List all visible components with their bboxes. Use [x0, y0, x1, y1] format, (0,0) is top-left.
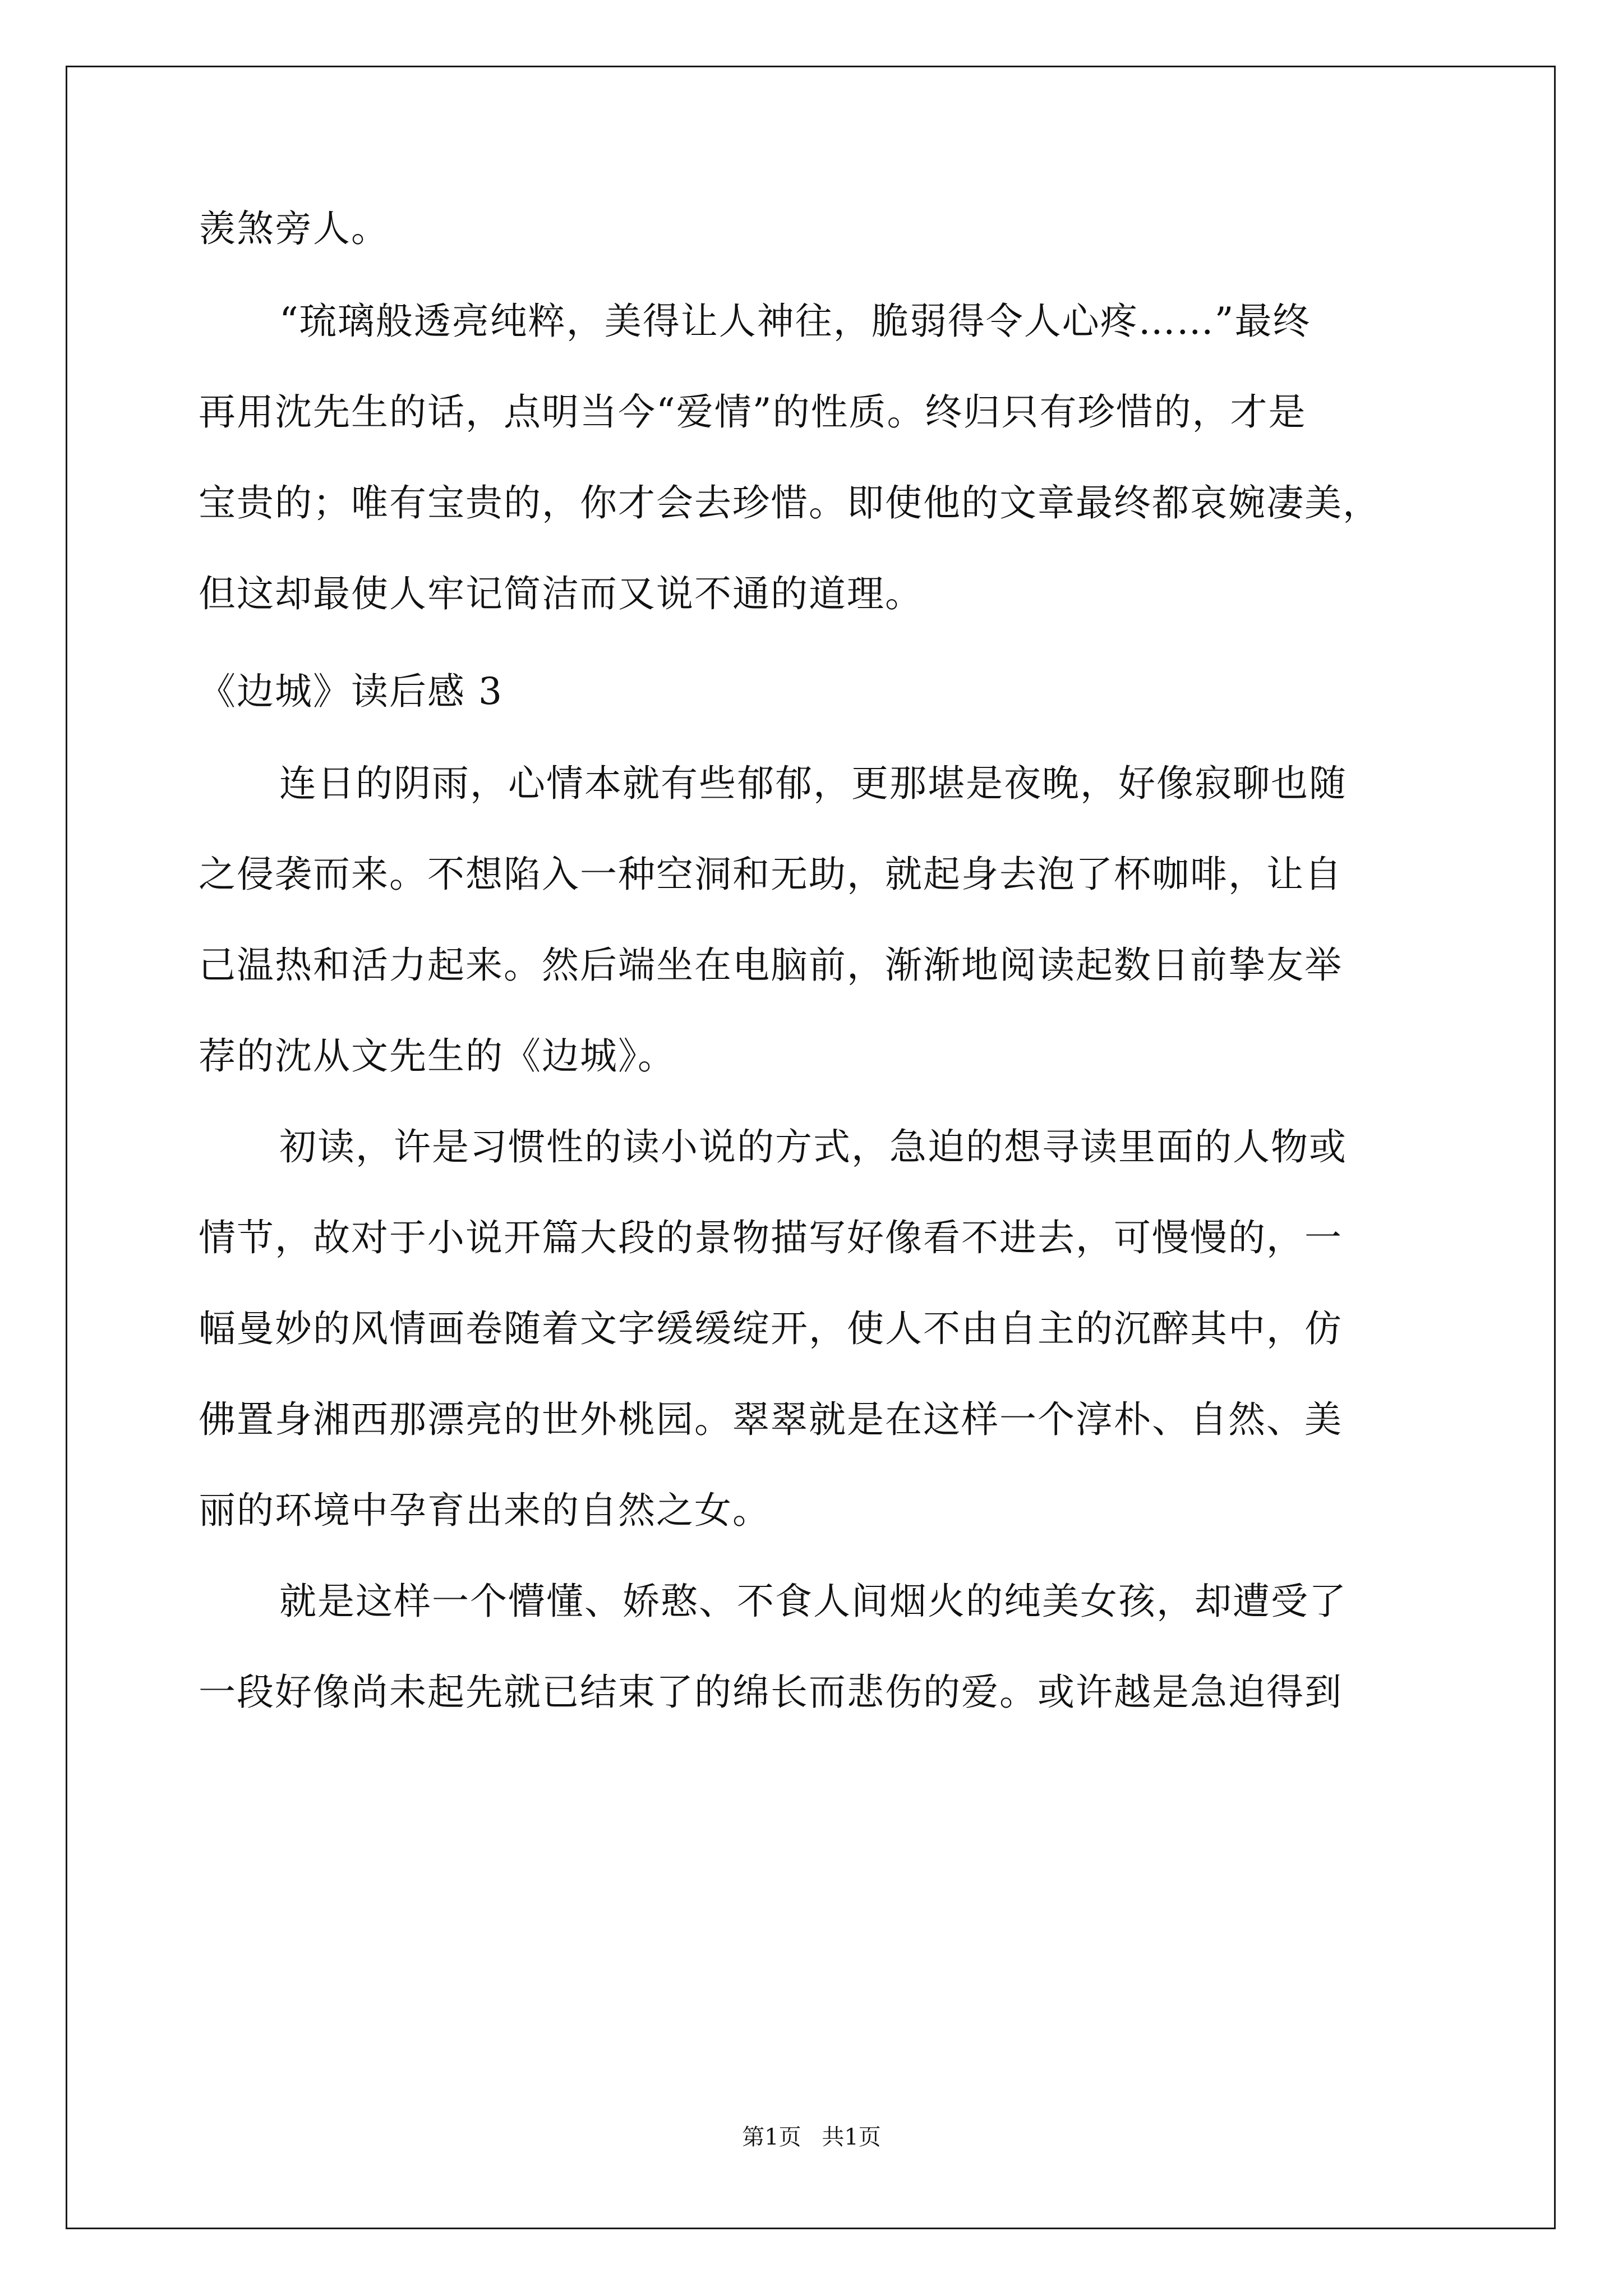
paragraph-line: 连日的阴雨，心情本就有些郁郁，更那堪是夜晚，好像寂聊也随 [279, 762, 1347, 805]
text-line: 己温热和活力起来。然后端坐在电脑前，渐渐地阅读起数日前挚友举 [199, 944, 1343, 987]
page-total: 共1页 [822, 2124, 881, 2150]
text-line: 一段好像尚未起先就已结束了的绵长而悲伤的爱。或许越是急迫得到 [199, 1671, 1343, 1714]
text-line: 丽的环境中孕育出来的自然之女。 [199, 1489, 771, 1532]
section-heading: 《边城》读后感 3 [199, 670, 503, 713]
page-number: 第1页 [742, 2124, 801, 2150]
text-line: 荐的沈从文先生的《边城》。 [199, 1034, 676, 1078]
page-footer [0, 2119, 1623, 2151]
text-line: 但这却最使人牢记简洁而又说不通的道理。 [199, 572, 923, 615]
text-line: 宝贵的；唯有宝贵的，你才会去珍惜。即使他的文章最终都哀婉凄美， [199, 481, 1381, 524]
paragraph-line: “琉璃般透亮纯粹，美得让人神往，脆弱得令人心疼……”最终 [279, 300, 1311, 343]
text-line: 佛置身湘西那漂亮的世外桃园。翠翠就是在这样一个淳朴、自然、美 [199, 1398, 1343, 1441]
paragraph-line: 初读，许是习惯性的读小说的方式，急迫的想寻读里面的人物或 [279, 1125, 1347, 1168]
text-line: 幅曼妙的风情画卷随着文字缓缓绽开，使人不由自主的沉醉其中，仿 [199, 1307, 1343, 1350]
text-line: 羡煞旁人。 [199, 207, 389, 250]
text-line: 再用沈先生的话，点明当今“爱情”的性质。终归只有珍惜的，才是 [199, 390, 1307, 434]
text-line: 情节，故对于小说开篇大段的景物描写好像看不进去，可慢慢的，一 [199, 1216, 1343, 1259]
text-line: 之侵袭而来。不想陷入一种空洞和无助，就起身去泡了杯咖啡，让自 [199, 853, 1343, 896]
paragraph-line: 就是这样一个懵懂、娇憨、不食人间烟火的纯美女孩，却遭受了 [279, 1580, 1347, 1623]
